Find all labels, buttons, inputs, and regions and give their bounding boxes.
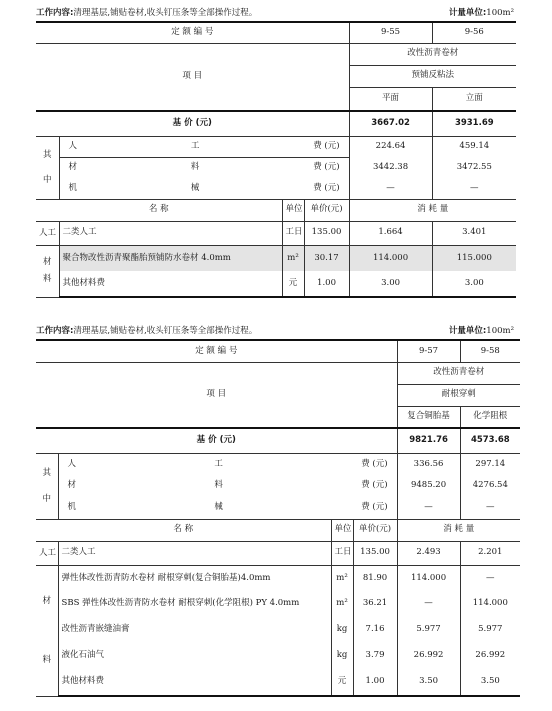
cost-value: 297.14 [460,453,520,475]
cost-value: 4276.54 [460,475,520,497]
resource-name: 弹性体改性沥青防水卷材 耐根穿刺(复合铜胎基)4.0mm [58,565,331,591]
column-label: 立面 [432,87,516,111]
base-price: 3931.69 [432,111,516,136]
cost-value: 224.64 [349,136,432,157]
labor-side-label: 人工 [36,541,58,565]
quota-section-1 [0,4,552,288]
resource-qty: 3.401 [432,221,516,245]
resource-name: 二类人工 [58,541,331,565]
work-content: 工作内容:清理基层,铺贴卷材,收头钉压条等全部操作过程。 [36,326,258,336]
resource-qty: 26.992 [460,643,520,669]
head-consume: 消 耗 量 [349,199,516,221]
quota-table-2 [36,339,520,697]
resource-unit: 元 [331,669,353,696]
quota-section-2 [0,322,552,687]
resource-qty: 114.000 [397,565,460,591]
resource-unit: 工日 [331,541,353,565]
cost-value: — [349,178,432,199]
resource-price: 1.00 [304,271,349,297]
side-char: 料 [42,274,52,285]
category-label: 改性沥青卷材 [349,43,516,65]
cost-row-labor: 人 工 费 (元) [58,453,397,475]
column-label: 平面 [349,87,432,111]
section-header [0,4,552,20]
resource-qty: 26.992 [397,643,460,669]
resource-unit: m² [282,245,304,271]
quota-code: 9-58 [460,340,520,362]
work-content: 工作内容:清理基层,铺贴卷材,收头钉压条等全部操作过程。 [36,8,258,18]
resource-unit: 元 [282,271,304,297]
resource-qty: — [460,565,520,591]
resource-price: 135.00 [353,541,397,565]
item-label: 项 目 [36,362,397,428]
cost-row-machine: 机 械 费 (元) [59,178,349,199]
subcategory-label: 耐根穿刺 [397,384,520,406]
measure-unit: 计量单位:100m² [448,326,514,336]
resource-name: SBS 弹性体改性沥青防水卷材 耐根穿刺(化学阻根) PY 4.0mm [58,591,331,617]
resource-unit: m² [331,591,353,617]
column-label: 化学阻根 [460,406,520,428]
resource-qty: 115.000 [432,245,516,271]
resource-qty: 3.00 [349,271,432,297]
side-label-qizhong [36,453,58,519]
material-side-label [36,245,59,297]
cost-row-machine: 机 械 费 (元) [58,497,397,519]
head-name: 名 称 [36,199,282,221]
head-price: 单价(元) [353,519,397,541]
resource-price: 1.00 [353,669,397,696]
cost-value: 336.56 [397,453,460,475]
side-char: 中 [42,175,52,185]
resource-qty: 2.493 [397,541,460,565]
material-side-label [36,565,58,696]
quota-code-label: 定 额 编 号 [36,22,349,43]
cost-value: 459.14 [432,136,516,157]
resource-qty: 3.50 [397,669,460,696]
quota-table-1 [36,21,516,298]
resource-name: 其他材料费 [59,271,282,297]
resource-price: 36.21 [353,591,397,617]
section-header [0,322,552,338]
resource-price: 81.90 [353,565,397,591]
side-char: 其 [42,468,51,478]
item-label: 项 目 [36,43,349,111]
resource-qty: 5.977 [460,617,520,643]
cost-value: — [460,497,520,519]
cost-row-material: 材 料 费 (元) [58,475,397,497]
labor-side-label: 人工 [36,221,59,245]
base-price: 9821.76 [397,428,460,453]
quota-code: 9-57 [397,340,460,362]
resource-unit: kg [331,643,353,669]
resource-unit: kg [331,617,353,643]
head-name: 名 称 [36,519,331,541]
side-char: 其 [42,149,52,160]
base-price: 4573.68 [460,428,520,453]
subcategory-label: 预铺反粘法 [349,65,516,87]
category-label: 改性沥青卷材 [397,362,520,384]
head-price: 单价(元) [304,199,349,221]
head-consume: 消 耗 量 [397,519,520,541]
cost-value: 3472.55 [432,157,516,178]
quota-code-label: 定 额 编 号 [36,340,397,362]
resource-qty: 114.000 [460,591,520,617]
cost-row-labor: 人 工 费 (元) [59,136,349,157]
resource-price: 3.79 [353,643,397,669]
resource-name: 二类人工 [59,221,282,245]
base-price: 3667.02 [349,111,432,136]
resource-name: 聚合物改性沥青聚酯胎预铺防水卷材 4.0mm [59,245,282,271]
base-price-label: 基 价 (元) [36,111,349,136]
resource-qty: 3.00 [432,271,516,297]
measure-unit: 计量单位:100m² [448,8,514,18]
resource-qty: 5.977 [397,617,460,643]
cost-value: 3442.38 [349,157,432,178]
resource-name: 改性沥青嵌缝油膏 [58,617,331,643]
side-char: 中 [42,493,51,504]
resource-name: 液化石油气 [58,643,331,669]
resource-price: 135.00 [304,221,349,245]
side-label-qizhong [36,136,59,199]
cost-value: — [397,497,460,519]
resource-unit: m² [331,565,353,591]
resource-name: 其他材料费 [58,669,331,696]
base-price-label: 基 价 (元) [36,428,397,453]
resource-qty: 2.201 [460,541,520,565]
cost-value: — [432,178,516,199]
resource-qty: 1.664 [349,221,432,245]
resource-price: 30.17 [304,245,349,271]
column-label: 复合铜胎基 [397,406,460,428]
head-unit: 单位 [331,519,353,541]
cost-row-material: 材 料 费 (元) [59,157,349,178]
quota-code: 9-56 [432,22,516,43]
resource-unit: 工日 [282,221,304,245]
resource-price: 7.16 [353,617,397,643]
head-unit: 单位 [282,199,304,221]
resource-qty: 114.000 [349,245,432,271]
side-char: 料 [42,655,51,665]
resource-qty: 3.50 [460,669,520,696]
cost-value: 9485.20 [397,475,460,497]
quota-code: 9-55 [349,22,432,43]
side-char: 材 [42,595,51,606]
side-char: 材 [42,257,52,268]
resource-qty: — [397,591,460,617]
